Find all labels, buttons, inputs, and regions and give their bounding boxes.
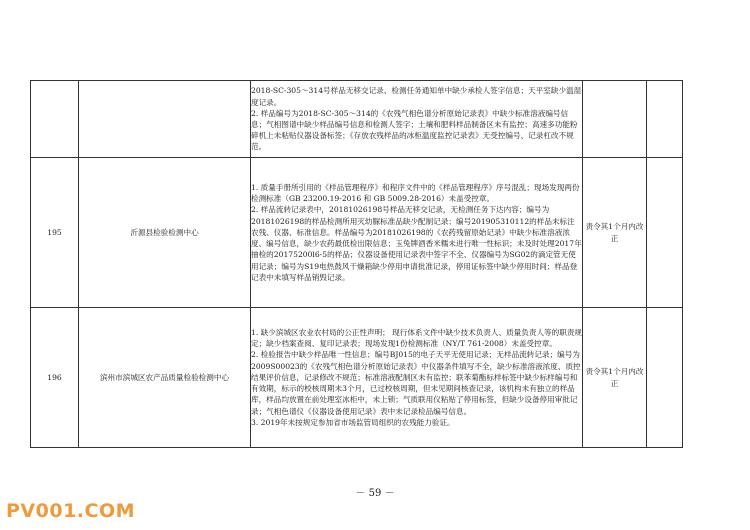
- issue-cell: [251, 81, 583, 158]
- institution-name: 沂源县检验检测中心: [79, 158, 251, 308]
- table-row: [31, 308, 683, 448]
- institution-name: 滨州市滨城区农产品质量检验检测中心: [79, 308, 251, 448]
- page-number: － 59 －: [355, 488, 395, 499]
- measure-cell: 责令其1个月内改正: [583, 158, 647, 308]
- issue-cell: [251, 308, 583, 448]
- watermark-logo: PV001.COM: [6, 500, 136, 522]
- table-row: [31, 81, 683, 158]
- issue-paragraph: 1. 质量手册所引用的《样品管理程序》和程序文件中的《样品管理程序》序号混乱；现场发现两份检测标准（GB 23200.19-2016 和 GB 5009.28-2016）未盖受控章。: [251, 183, 580, 204]
- table-row: [31, 158, 683, 308]
- row-number: [31, 81, 79, 158]
- issue-paragraph: 3. 2019年未按规定参加省市场监管局组织的农残能力验证。: [251, 417, 455, 427]
- issue-paragraph: 2. 样品流转记录表中，20181026198号样品无移交记录，无检测任务下达内容；编号为20181026198的样品检测所用灭幼脲标准品缺少配制记录；编号201905310112的样品未标注农残、仪器、标准信息。样品编号为20181026198的《农药残留原始记录》中缺少标准溶液浓度、编号信息，缺少农药最低检出限信息；玉兔牌酒香米糯未进行唯一性标识；未及时处理2017年抽检的20175200l6-5的样品；仪器设备使用记录表中签字不全、仪器编号为SG02的滴定管无使用记录；编号为S19电热鼓风干燥箱缺少停用申请批准记录，停用证标签中缺少停用时间；样品登记表中未填写样品销毁记录。: [251, 205, 582, 282]
- blank-cell: [647, 308, 683, 448]
- institution-name: [79, 81, 251, 158]
- blank-cell: [647, 81, 683, 158]
- row-number: 195: [31, 158, 79, 308]
- measure-cell: 责令其1个月内改正: [583, 308, 647, 448]
- issue-paragraph: 2018-SC-305～314号样品无移交记录、检测任务通知单中缺少承检人签字信息；天平室缺少温湿度记录。: [251, 86, 582, 107]
- issue-cell: [251, 158, 583, 308]
- inspection-table: [30, 80, 683, 448]
- blank-cell: [647, 158, 683, 308]
- issue-paragraph: 1. 缺少滨城区农业农村局的公正性声明； 现行体系文件中缺少技术负责人、质量负责人等的职责规定；缺少档案查阅、复印记录表；现场发现1份检测标准（NY/T 761-2008）未盖受控章。: [251, 328, 583, 349]
- issue-paragraph: 2. 样品编号为2018-SC-305～314的《农残气相色谱分析原始记录表》中缺少标准溶液编号信息；气相图谱中缺少样品编号信息和检测人签字；土壤和肥料样品制备区未有监控；高速多功能粉碎机上未粘贴仪器设备标签；《存放农残样品的冰柜温度监控记录表》无受控编号、记录杠改不规范。: [251, 108, 578, 152]
- row-number: 196: [31, 308, 79, 448]
- measure-cell: [583, 81, 647, 158]
- issue-paragraph: 2. 检验报告中缺少样品唯一性信息；编号BJ015的电子天平无使用记录；无样品流转记录；编号为2009S00023的《农残气相色谱分析原始记录表》中仪器条件填写不全，缺少标准溶液浓度、质控结果评价信息，记录修改不规范；标准溶液配制区未有监控；联苯菊酯标样标签中缺少标样编号和有效期，标示的校核周期未3个月，已过校核周期，但未见期间核查记录，该机构未有独立的样品库，样品均放置在前处理室冰柜中，未上锁；气质联用仪粘贴了停用标签，但缺少设备停用审批记录；气相色谱仪《仪器设备使用记录》表中未记录检品编号信息。: [251, 350, 581, 416]
